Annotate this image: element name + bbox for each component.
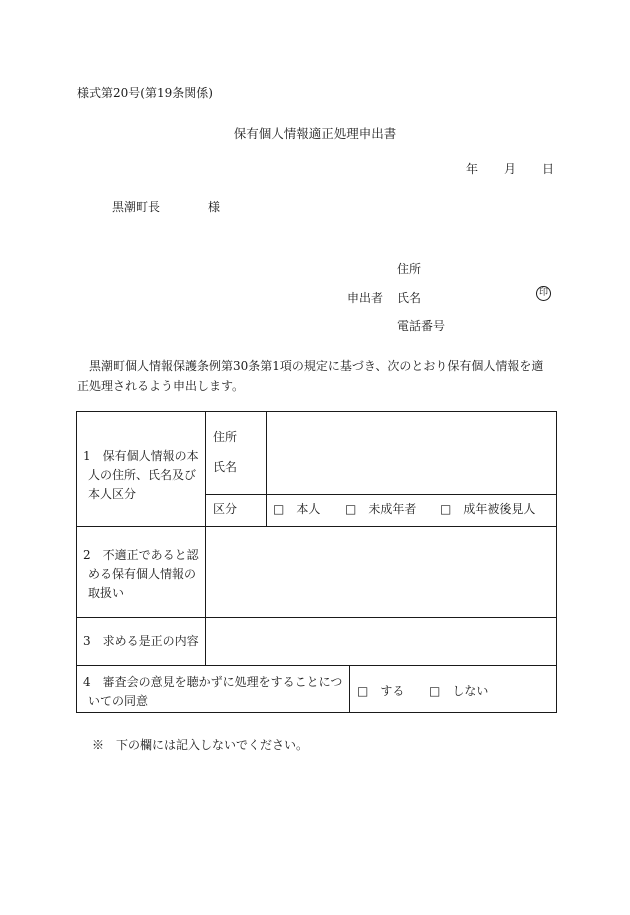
row2-field[interactable]: [207, 528, 555, 616]
row2-label-line1: 2 不適正であると認: [83, 548, 199, 562]
row1-address-label: 住所: [213, 430, 238, 444]
row4-options: [357, 682, 488, 701]
applicant-phone-label: 電話番号: [397, 319, 446, 333]
row-divider: [205, 494, 557, 495]
row2-label-line2: める保有個人情報の: [88, 567, 197, 581]
addressee-name: 黒潮町長: [112, 200, 161, 214]
row1-category-options: [273, 500, 535, 519]
row2-label: [83, 546, 205, 603]
row1-category-label: 区分: [213, 502, 238, 516]
row1-label-line2: 人の住所、氏名及び: [88, 468, 197, 482]
checkbox-disagree[interactable]: □ しない: [429, 684, 489, 698]
applicant-name-label: 氏名: [397, 291, 422, 305]
addressee-honorific: 様: [208, 200, 221, 214]
row1-label: [83, 447, 205, 504]
column-divider: [205, 412, 206, 665]
row4-label-line1: 4 審査会の意見を聴かずに処理をすることにつ: [83, 675, 343, 689]
row3-label: 3 求める是正の内容: [83, 634, 199, 648]
date-day-label: 日: [542, 162, 555, 176]
seal-icon: 印: [536, 286, 551, 301]
row-divider: [77, 617, 557, 618]
note-text: ※ 下の欄には記入しないでください。: [92, 738, 309, 752]
addressee: [112, 198, 220, 215]
row1-name-label: 氏名: [213, 460, 238, 474]
date-line: [466, 160, 554, 177]
row1-address-field[interactable]: [267, 414, 555, 452]
checkbox-adult-ward[interactable]: □ 成年被後見人: [440, 502, 536, 516]
row2-label-line3: 取扱い: [88, 586, 125, 600]
form-title: 保有個人情報適正処理申出書: [233, 126, 397, 141]
intro-text: 黒潮町個人情報保護条例第30条第1項の規定に基づき、次のとおり保有個人情報を適正処理されるよう申出します。: [77, 359, 544, 393]
row1-label-line3: 本人区分: [88, 487, 137, 501]
date-month-label: 月: [504, 162, 517, 176]
application-table: [76, 411, 557, 713]
row1-name-field[interactable]: [267, 454, 555, 492]
applicant-title: 申出者: [347, 291, 384, 305]
row1-label-line1: 1 保有個人情報の本: [83, 449, 199, 463]
checkbox-self[interactable]: □ 本人: [273, 502, 321, 516]
row-divider: [77, 526, 557, 527]
date-year-label: 年: [466, 162, 479, 176]
row-divider: [77, 665, 557, 666]
row4-label-line2: いての同意: [88, 694, 149, 708]
column-divider: [349, 665, 350, 713]
form-number: 様式第20号(第19条関係): [77, 86, 213, 100]
checkbox-agree[interactable]: □ する: [357, 684, 405, 698]
row3-field[interactable]: [207, 619, 555, 664]
row4-label: [83, 673, 349, 711]
applicant-address-label: 住所: [397, 262, 422, 276]
checkbox-minor[interactable]: □ 未成年者: [345, 502, 417, 516]
